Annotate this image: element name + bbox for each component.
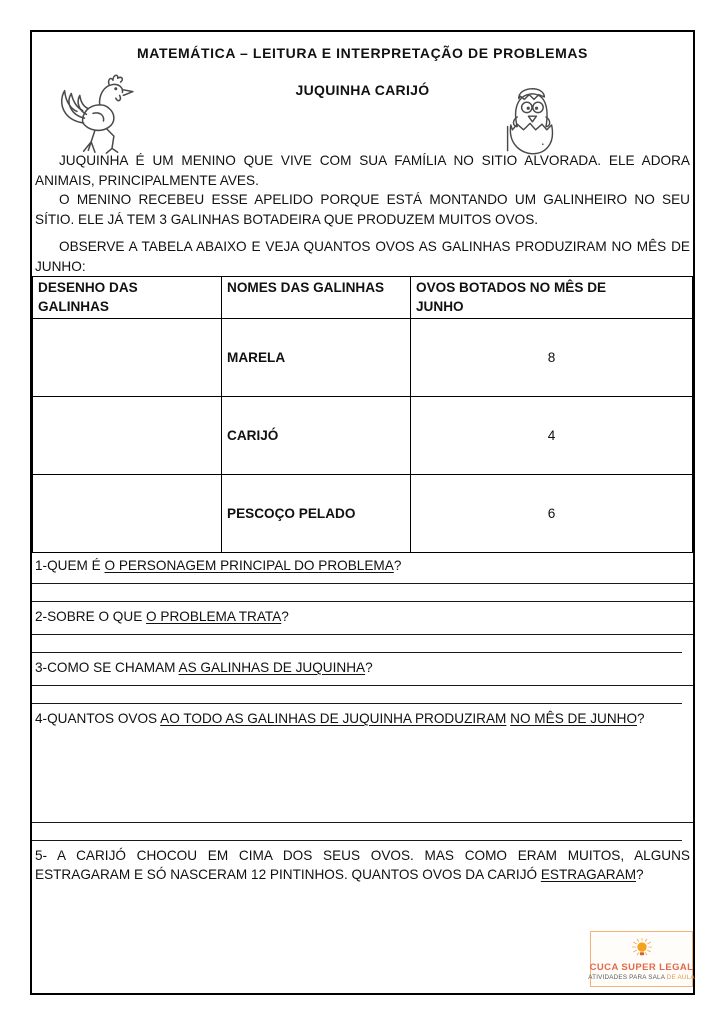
hen-name-cell: CARIJÓ <box>222 397 411 475</box>
drawing-cell <box>33 475 222 553</box>
header-desenho: DESENHO DAS GALINHAS <box>33 277 222 319</box>
header-ovos: OVOS BOTADOS NO MÊS DE JUNHO <box>411 277 693 319</box>
table-row <box>33 319 693 397</box>
chick-in-egg-illustration <box>490 77 570 157</box>
logo-name: CUCA SUPER LEGAL <box>589 961 694 973</box>
hen-name-cell: PESCOÇO PELADO <box>222 475 411 553</box>
page-subtitle: JUQUINHA CARIJÓ <box>295 82 430 98</box>
logo-tagline: ATIVIDADES PARA SALA DE AULA <box>588 973 695 981</box>
page-title: MATEMÁTICA – LEITURA E INTERPRETAÇÃO DE PROBLEMAS <box>137 45 588 61</box>
question-5: 5- A CARIJÓ CHOCOU EM CIMA DOS SEUS OVOS. MAS COMO ERAM MUITOS, ALGUNS ESTRAGARAM E SÓ NASCERAM 12 PINTINHOS. QUANTOS OVOS DA CARIJÓ ESTRAGARAM? <box>35 848 690 882</box>
rooster-illustration <box>50 66 138 156</box>
answer-line <box>32 686 682 704</box>
intro-paragraph-3: OBSERVE A TABELA ABAIXO E VEJA QUANTOS OVOS AS GALINHAS PRODUZIRAM NO MÊS DE JUNHO: <box>35 239 690 274</box>
calculation-workspace <box>35 728 690 805</box>
worksheet-frame <box>30 30 695 995</box>
table-row <box>33 475 693 553</box>
question-2: 2-SOBRE O QUE O PROBLEMA TRATA? <box>35 609 289 624</box>
intro-paragraph-2: O MENINO RECEBEU ESSE APELIDO PORQUE ESTÁ MONTANDO UM GALINHEIRO NO SEU SÍTIO. ELE JÁ TEM 3 GALINHAS BOTADEIRA QUE PRODUZEM MUITOS OVOS. <box>35 192 690 227</box>
drawing-cell <box>33 319 222 397</box>
lightbulb-icon <box>629 937 655 961</box>
table-header-row <box>33 277 693 319</box>
header-nomes: NOMES DAS GALINHAS <box>222 277 411 319</box>
answer-line <box>32 584 693 602</box>
questions-section <box>35 553 690 884</box>
hen-name-cell: MARELA <box>222 319 411 397</box>
intro-paragraph-1: JUQUINHA É UM MENINO QUE VIVE COM SUA FAMÍLIA NO SITIO ALVORADA. ELE ADORA ANIMAIS, PRINCIPALMENTE AVES. <box>35 153 690 188</box>
chick-hatching-icon <box>490 77 570 157</box>
question-1: 1-QUEM É O PERSONAGEM PRINCIPAL DO PROBLEMA? <box>35 558 402 573</box>
cuca-super-legal-logo <box>590 931 693 987</box>
rooster-icon <box>50 66 138 156</box>
intro-section <box>35 151 690 276</box>
egg-count-cell: 8 <box>411 319 693 397</box>
answer-line <box>32 805 693 823</box>
answer-line <box>32 635 682 653</box>
question-4: 4-QUANTOS OVOS AO TODO AS GALINHAS DE JUQUINHA PRODUZIRAM NO MÊS DE JUNHO? <box>35 711 645 726</box>
table-row <box>33 397 693 475</box>
answer-line <box>32 677 693 686</box>
answer-line <box>32 575 693 584</box>
eggs-table <box>32 276 693 553</box>
drawing-cell <box>33 397 222 475</box>
answer-line <box>32 626 693 635</box>
answer-line <box>32 823 682 841</box>
egg-count-cell: 4 <box>411 397 693 475</box>
question-3: 3-COMO SE CHAMAM AS GALINHAS DE JUQUINHA? <box>35 660 373 675</box>
egg-count-cell: 6 <box>411 475 693 553</box>
